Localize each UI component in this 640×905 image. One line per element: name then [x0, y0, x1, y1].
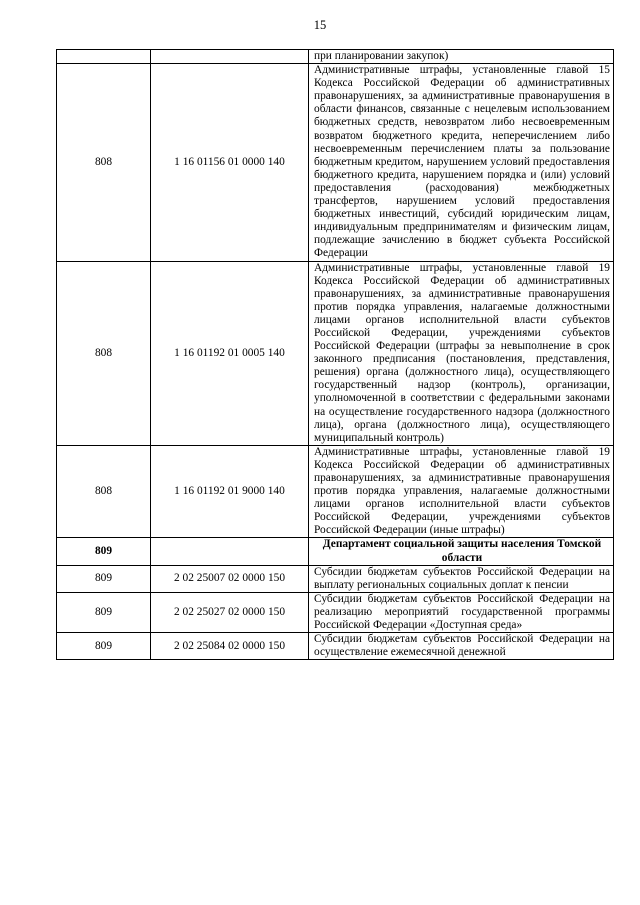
table-row: [57, 261, 614, 445]
budget-code-cell: 2 02 25084 02 0000 150: [151, 633, 309, 660]
description-cell: Административные штрафы, установленные главой 15 Кодекса Российской Федерации об административных правонарушениях, за административные правонарушения в области финансов, связанные с нецелевым использованием бюджетных средств, невозвратом либо несвоевременным возвратом бюджетного кредита, неперечислением либо несвоевременным перечислением платы за пользование бюджетным кредитом, нарушением условий предоставления бюджетного кредита, нарушением порядка и (или) условий предоставления (расходования) межбюджетных трансфертов, нарушением условий предоставления бюджетных инвестиций, субсидий юридическим лицам, индивидуальным предпринимателям и физическим лицам, подлежащие зачислению в бюджет субъекта Российской Федерации: [309, 64, 614, 261]
table-row: [57, 50, 614, 64]
admin-code-cell: 808: [57, 261, 151, 445]
budget-code-cell: 2 02 25007 02 0000 150: [151, 565, 309, 592]
table-row: [57, 565, 614, 592]
description-cell: Департамент социальной защиты населения Томской области: [309, 538, 614, 565]
description-cell: Административные штрафы, установленные главой 19 Кодекса Российской Федерации об административных правонарушениях, за административные правонарушения против порядка управления, налагаемые должностными лицами органов исполнительной власти субъектов Российской Федерации, учреждениями субъектов Российской Федерации (штрафы за невыполнение в срок законного предписания (постановления, представления, решения) органа (должностного лица), осуществляющего государственный надзор (контроль), организации, уполномоченной в соответствии с федеральными законами на осуществление государственного надзора (должностного лица), органа (должностного лица), осуществляющего муниципальный контроль): [309, 261, 614, 445]
budget-code-cell: 1 16 01156 01 0000 140: [151, 64, 309, 261]
budget-code-cell: [151, 50, 309, 64]
department-header-row: [57, 538, 614, 565]
budget-code-cell: 1 16 01192 01 9000 140: [151, 445, 309, 538]
admin-code-cell: 808: [57, 445, 151, 538]
admin-code-cell: 808: [57, 64, 151, 261]
budget-code-cell: 2 02 25027 02 0000 150: [151, 592, 309, 632]
page-number: 15: [313, 18, 327, 32]
description-cell: при планировании закупок): [309, 50, 614, 64]
description-cell: Субсидии бюджетам субъектов Российской Федерации на выплату региональных социальных доплат к пенсии: [309, 565, 614, 592]
admin-code-cell: 809: [57, 592, 151, 632]
admin-code-cell: 809: [57, 538, 151, 565]
budget-code-cell: [151, 538, 309, 565]
table-row: [57, 445, 614, 538]
budget-code-cell: 1 16 01192 01 0005 140: [151, 261, 309, 445]
description-cell: Субсидии бюджетам субъектов Российской Федерации на реализацию мероприятий государственной программы Российской Федерации «Доступная среда»: [309, 592, 614, 632]
table-row: [57, 633, 614, 660]
table-row: [57, 64, 614, 261]
description-cell: Субсидии бюджетам субъектов Российской Федерации на осуществление ежемесячной денежной: [309, 633, 614, 660]
description-cell: Административные штрафы, установленные главой 19 Кодекса Российской Федерации об административных правонарушениях, за административные правонарушения против порядка управления, налагаемые должностными лицами органов исполнительной власти субъектов Российской Федерации, учреждениями субъектов Российской Федерации (иные штрафы): [309, 445, 614, 538]
admin-code-cell: 809: [57, 633, 151, 660]
table-row: [57, 592, 614, 632]
admin-code-cell: 809: [57, 565, 151, 592]
budget-classification-table: [56, 49, 614, 660]
admin-code-cell: [57, 50, 151, 64]
